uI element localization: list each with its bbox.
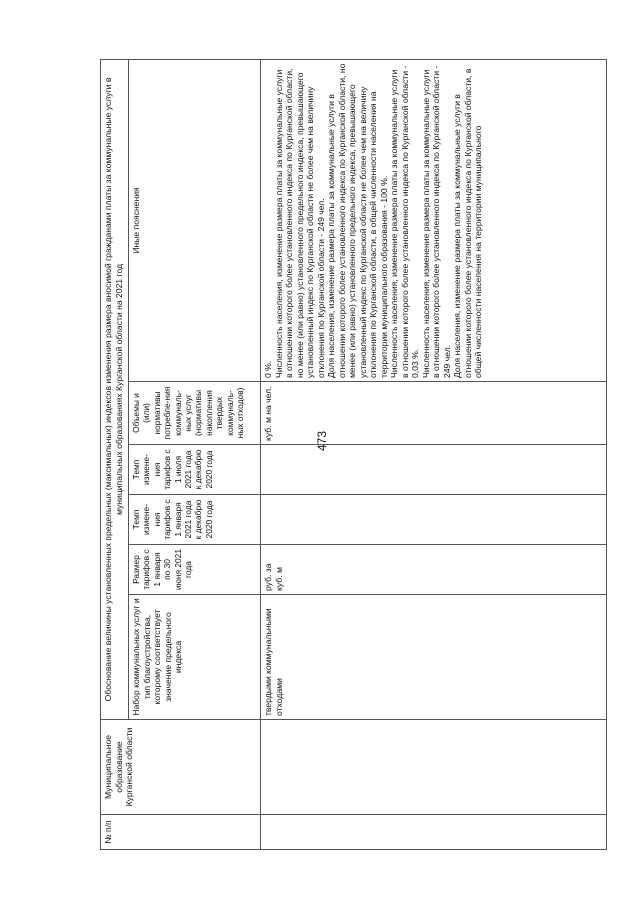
row-rate-jul xyxy=(261,445,607,495)
justification-table xyxy=(100,59,607,850)
row-num xyxy=(261,815,607,850)
sub-other-header: Иные пояснения xyxy=(129,59,261,381)
explanation-line: Численность населения, изменение размера платы за коммунальные услуги в отношении которого более установленного индекса по Курганской области - 0,03 %. xyxy=(389,65,420,378)
sub-rate-jan-header: Темп измене-ния тарифов с 1 января 2021 года к декабрю 2020 года xyxy=(129,495,261,545)
row-municipality xyxy=(261,720,607,815)
sub-tariff-size-header: Размер тарифов с 1 января по 30 июня 2021 года xyxy=(129,545,261,595)
row-tariff-size: руб. за куб. м xyxy=(261,545,607,595)
table-row xyxy=(261,59,607,849)
row-services: твердыми коммунальными отходами xyxy=(261,595,607,720)
row-rate-jan xyxy=(261,495,607,545)
col-municipality-header: Муниципальное образование Курганской области xyxy=(101,720,261,815)
col-group-header: Обоснование величины установленных предельных (максимальных) индексов изменения размера вносимой гражданами платы за коммунальные услуги в муниципальных образованиях Курганской области на 2021 год xyxy=(101,59,129,719)
explanation-line: Численность населения, изменение размера платы за коммунальные услуги в отношении которого более установленного индекса по Курганской области, но менее (или равно) установленного предельного индекса, превышающего установленный индекс по Курганской области не более чем на величину отклонения по Курганской области - 249 чел. xyxy=(273,68,326,378)
header-row-1 xyxy=(101,59,129,849)
sub-services-header: Набор коммунальных услуг и тип благоустройства, которому соответствует значение предельного индекса xyxy=(129,595,261,720)
col-num-header: № п/п xyxy=(101,815,261,850)
row-other-explanations xyxy=(261,59,607,381)
page-number: 473 xyxy=(315,430,329,452)
row-volumes: куб. м на чел. xyxy=(261,382,607,445)
rotated-table-wrapper xyxy=(100,60,607,850)
explanation-line: Численность населения, изменение размера платы за коммунальные услуги в отношении которого более установленного индекса по Курганской области - 249 чел. xyxy=(420,65,452,378)
sub-volumes-header: Объемы и (или) нормативы потребле-ния коммуналь-ных услуг (нормативы накопления твердых коммуналь-ных отходов) xyxy=(129,382,261,445)
explanation-line: Доля населения, изменение размера платы за коммунальные услуги в отношении которого более установленного индекса по Курганской области, в общей численности населения на территории муниципального xyxy=(452,68,483,378)
explanation-line: 0 %. xyxy=(263,360,273,378)
explanation-line: Доля населения, изменение размера платы за коммунальные услуги в отношении которого более установленного индекса по Курганской области, но менее (или равно) установленного предельного индекса, превышающего установленный индекс по Курганской области не более чем на величину отклонения по Курганской области, в общей численности населения на территории муниципального образования - 100 %. xyxy=(326,63,389,378)
sub-rate-jul-header: Темп измене-ния тарифов с 1 июля 2021 года к декабрю 2020 года xyxy=(129,445,261,495)
